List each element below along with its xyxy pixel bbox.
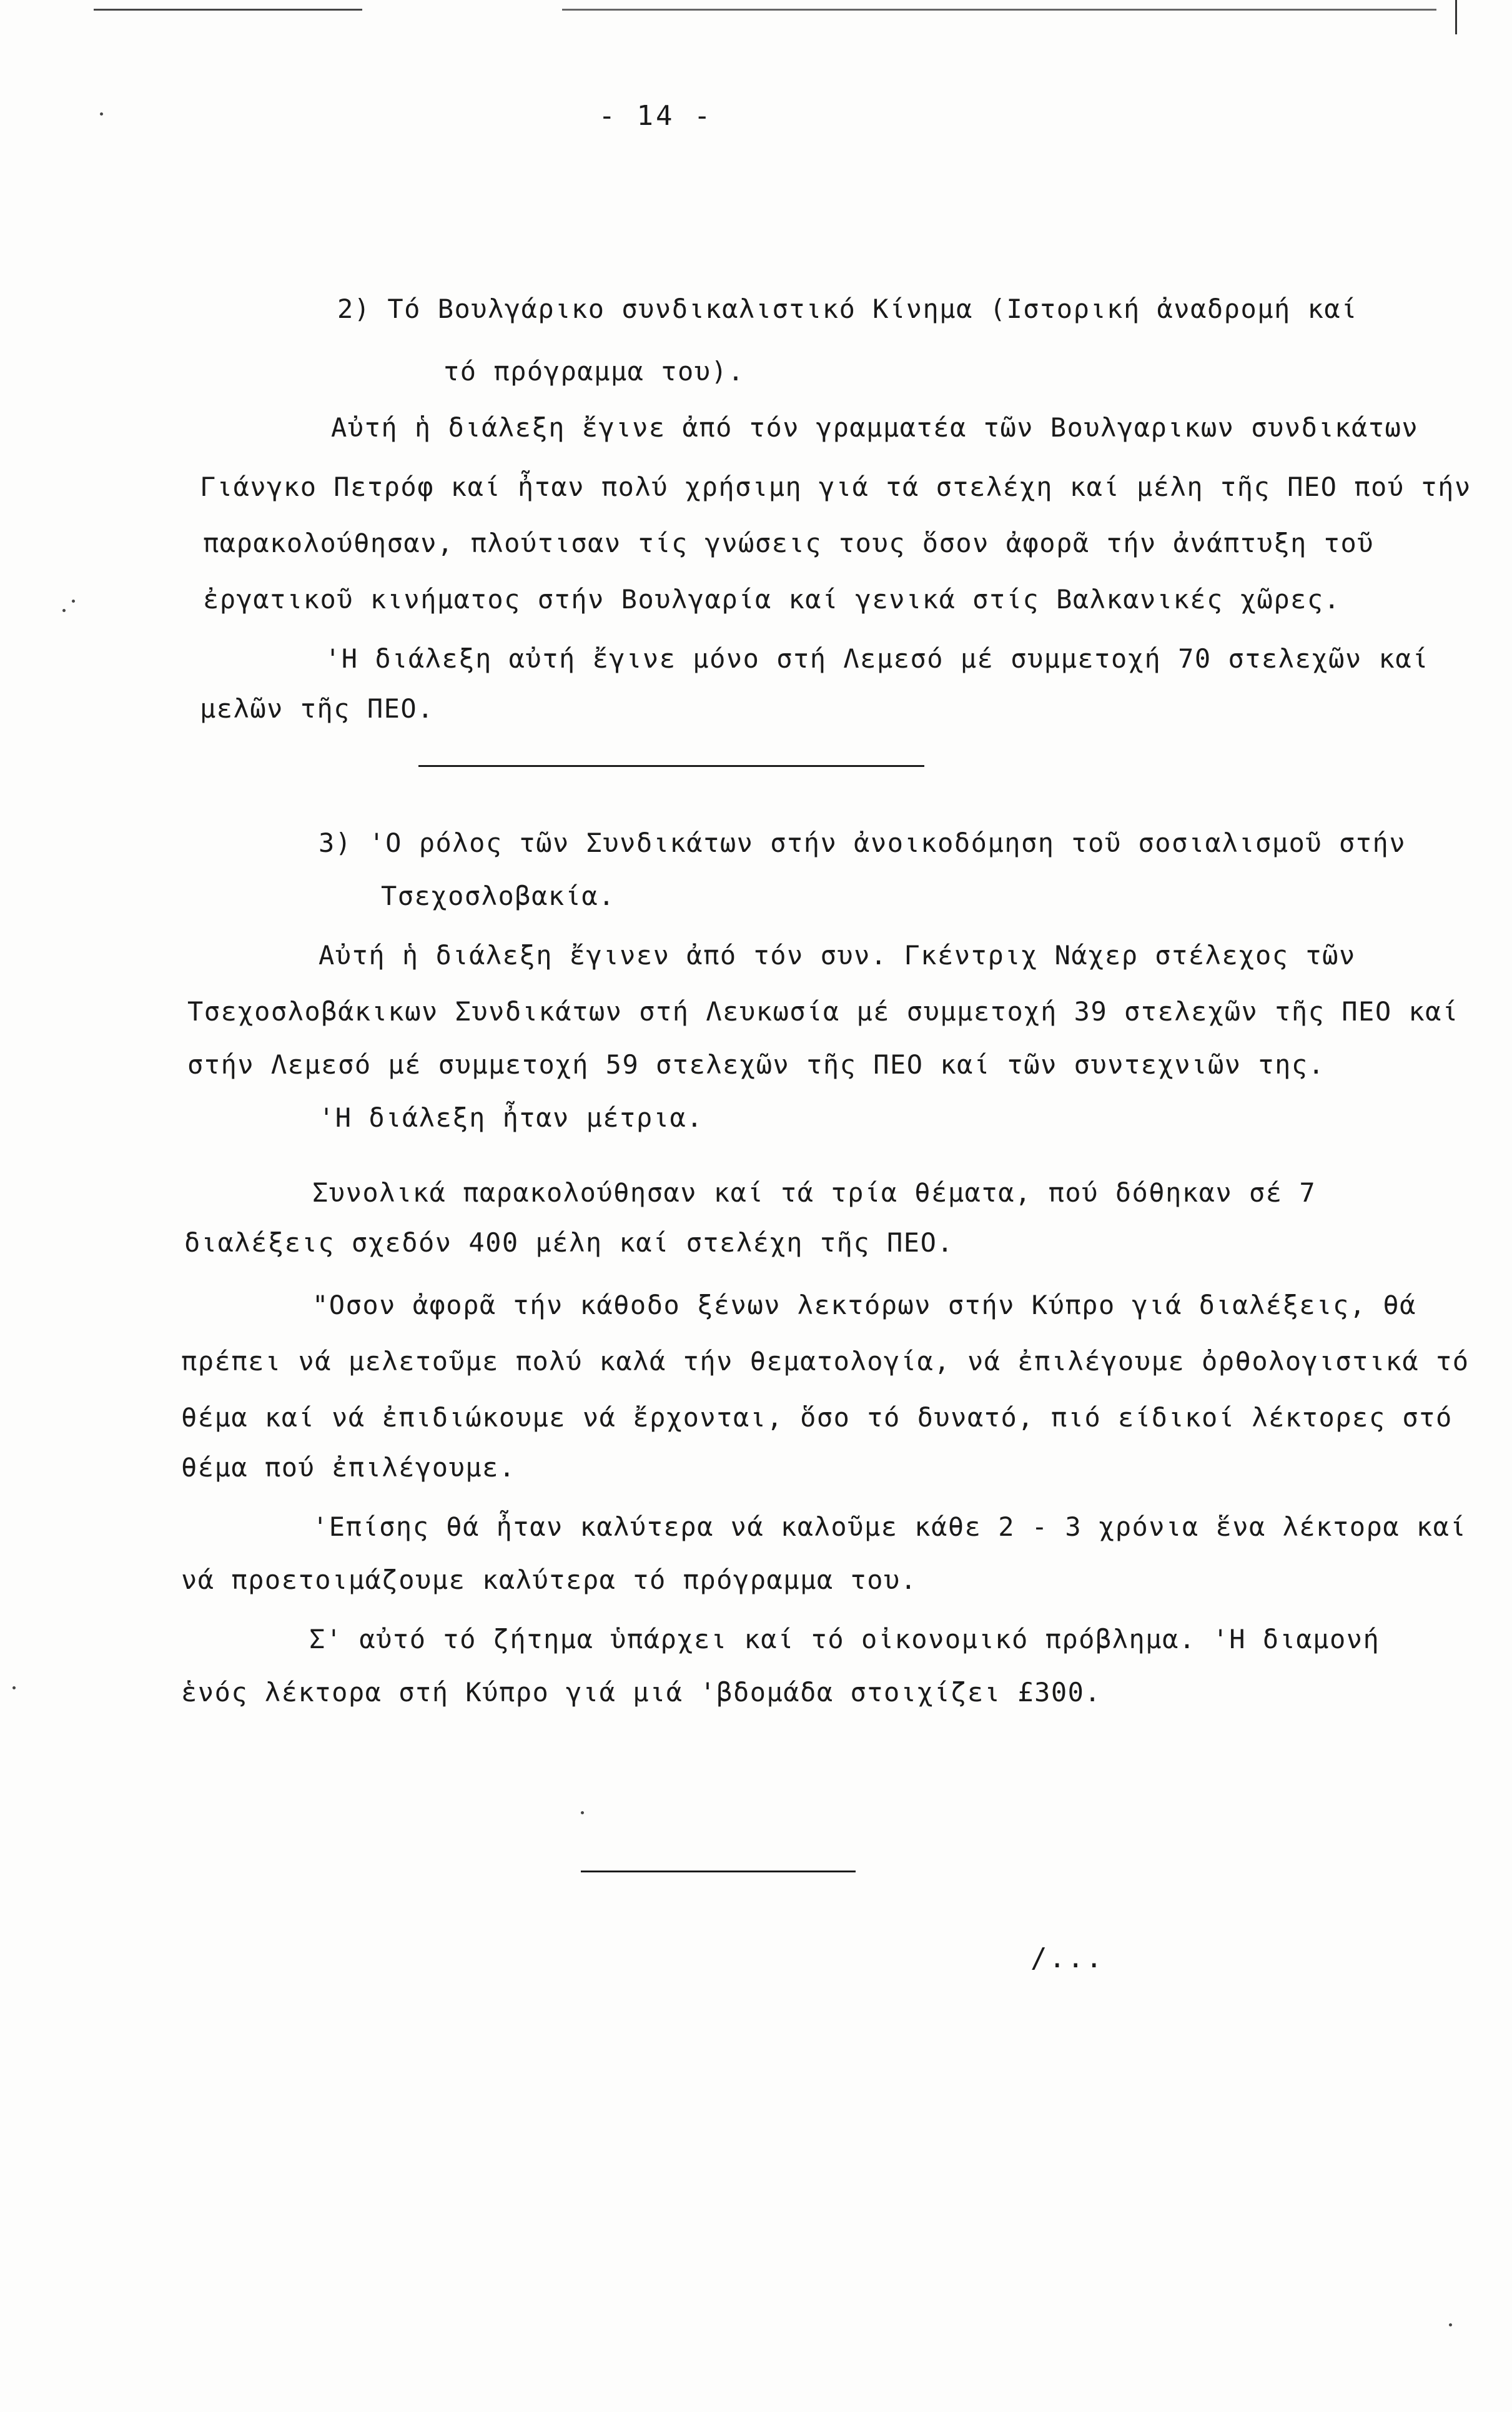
scan-edge-line [562,9,1436,11]
text-line: θέμα πού ἐπιλέγουμε. [181,1452,516,1483]
continuation-mark: /... [1030,1942,1104,1974]
scan-edge-mark [1455,0,1457,34]
text-line: Τσεχοσλοβάκικων Συνδικάτων στή Λευκωσία μέ συμμετοχή 39 στελεχῶν τῆς ΠΕΟ καί [187,996,1459,1027]
text-line: Αὐτή ἡ διάλεξη ἔγινεν ἀπό τόν συν. Γκέντριχ Νάχερ στέλεχος τῶν [319,940,1356,971]
text-line: Σ' αὐτό τό ζήτημα ὑπάρχει καί τό οἰκονομικό πρόβλημα. 'Η διαμονή [309,1624,1380,1654]
end-divider [581,1871,856,1872]
text-line: στήν Λεμεσό μέ συμμετοχή 59 στελεχῶν τῆς ΠΕΟ καί τῶν συντεχνιῶν της. [187,1049,1325,1080]
scan-speck [100,112,103,116]
page-number: - 14 - [598,100,713,132]
text-line: νά προετοιμάζουμε καλύτερα τό πρόγραμμα του. [181,1564,917,1595]
text-line: Γιάνγκο Πετρόφ καί ἦταν πολύ χρήσιμη γιά τά στελέχη καί μέλη τῆς ΠΕΟ πού τήν [200,472,1471,502]
text-line: "Οσον ἀφορᾶ τήν κάθοδο ξένων λεκτόρων στήν Κύπρο γιά διαλέξεις, θά [312,1290,1416,1320]
scan-speck [62,609,66,612]
text-line: διαλέξεις σχεδόν 400 μέλη καί στελέχη τῆς ΠΕΟ. [184,1227,954,1258]
section-2-heading: 2) Τό Βουλγάρικο συνδικαλιστικό Κίνημα (Ιστορική ἀναδρομή καί [337,294,1358,324]
scan-edge-line [94,9,362,11]
text-line: 'Η διάλεξη ἦταν μέτρια. [319,1102,704,1133]
text-line: 'Επίσης θά ἦταν καλύτερα νά καλοῦμε κάθε 2 - 3 χρόνια ἕνα λέκτορα καί [312,1511,1467,1542]
scan-speck [581,1811,584,1814]
text-line: ἑνός λέκτορα στή Κύπρο γιά μιά 'βδομάδα στοιχίζει £300. [181,1677,1102,1708]
text-line: Αὐτή ἡ διάλεξη ἔγινε ἀπό τόν γραμματέα τῶν Βουλγαρικων συνδικάτων [331,412,1419,443]
scan-speck [12,1686,16,1689]
text-line: ἐργατικοῦ κινήματος στήν Βουλγαρία καί γενικά στίς Βαλκανικές χῶρες. [203,584,1341,615]
text-line: παρακολούθησαν, πλούτισαν τίς γνώσεις τους ὅσον ἀφορᾶ τήν ἀνάπτυξη τοῦ [203,528,1375,558]
section-3-heading: 3) 'Ο ρόλος τῶν Συνδικάτων στήν ἀνοικοδόμηση τοῦ σοσιαλισμοῦ στήν [319,828,1406,858]
section-2-heading-cont: τό πρόγραμμα του). [443,356,745,387]
text-line: 'Η διάλεξη αὐτή ἔγινε μόνο στή Λεμεσό μέ συμμετοχή 70 στελεχῶν καί [325,643,1429,674]
text-line: πρέπει νά μελετοῦμε πολύ καλά τήν θεματολογία, νά ἐπιλέγουμε ὀρθολογιστικά τό [181,1346,1470,1377]
section-divider [418,765,924,767]
scan-speck [1449,2323,1452,2326]
text-line: μελῶν τῆς ΠΕΟ. [200,693,435,724]
scan-speck [72,600,75,603]
text-line: Συνολικά παρακολούθησαν καί τά τρία θέματα, πού δόθηκαν σέ 7 [312,1177,1317,1208]
text-line: θέμα καί νά ἐπιδιώκουμε νά ἔρχονται, ὅσο τό δυνατό, πιό είδικοί λέκτορες στό [181,1402,1453,1433]
section-3-heading-cont: Τσεχοσλοβακία. [381,881,616,911]
